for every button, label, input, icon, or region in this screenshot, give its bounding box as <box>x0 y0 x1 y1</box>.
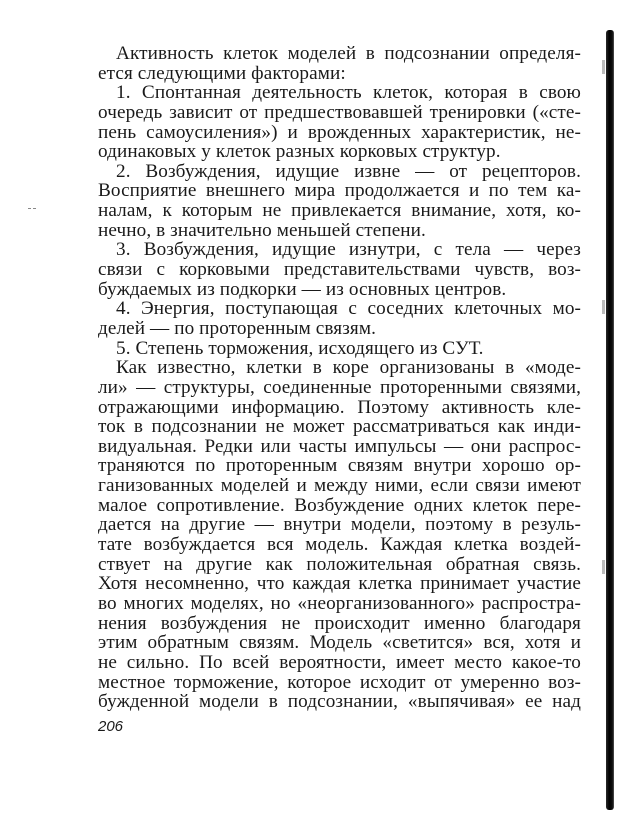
text-line: Восприятие внешнего мира продолжается и по тем ка- <box>98 180 581 202</box>
text-line: отражающими информацию. Поэтому активность кле- <box>98 396 581 418</box>
body-text <box>98 44 581 712</box>
text-line: тате возбуждается вся модель. Каждая клетка воздей- <box>98 534 581 556</box>
scan-speck <box>602 560 605 574</box>
text-line: малое сопротивление. Возбуждение одних клеток пере- <box>98 494 581 516</box>
text-line: нения возбуждения не происходит именно благодаря <box>98 612 581 634</box>
text-line: связи с корковыми представительствами чувств, воз- <box>98 259 581 281</box>
text-line: Хотя несомненно, что каждая клетка принимает участие <box>98 573 581 595</box>
text-line: 2. Возбуждения, идущие извне — от рецепторов. <box>116 160 581 182</box>
text-line: очередь зависит от предшествовавшей тренировки («сте- <box>98 101 581 123</box>
scan-speck <box>602 300 605 314</box>
text-line: 1. Спонтанная деятельность клеток, которая в свою <box>116 82 581 104</box>
text-line: этим обратным связям. Модель «светится» вся, хотя и <box>98 632 581 654</box>
text-line: нечно, в значительно меньшей степени. <box>98 219 426 241</box>
text-line: ствует на другие как положительная обратная связь. <box>98 553 581 575</box>
text-line: Как известно, клетки в коре организованы в «моде- <box>116 357 581 379</box>
text-line: дается на другие — внутри модели, поэтому в резуль- <box>98 514 581 536</box>
text-line: во многих моделях, но «неорганизованного» распростра- <box>98 592 581 614</box>
text-line: 4. Энергия, поступающая с соседних клеточных мо- <box>116 298 581 320</box>
text-line: 3. Возбуждения, идущие изнутри, с тела — через <box>116 239 581 261</box>
text-line: не сильно. По всей вероятности, имеет место какое-то <box>98 651 581 673</box>
text-line: бужденной модели в подсознании, «выпячивая» ее над <box>98 691 581 713</box>
text-line: видуальная. Редки или часты импульсы — они распрос- <box>98 435 581 457</box>
text-line: делей — по проторенным связям. <box>98 317 376 339</box>
text-line: местное торможение, которое исходит от умеренно воз- <box>98 671 581 693</box>
scan-speck <box>602 60 605 74</box>
text-line: ется следующими факторами: <box>98 62 346 84</box>
text-line: пень самоусиления») и врожденных характеристик, не- <box>98 121 581 143</box>
page-number: 206 <box>98 718 124 735</box>
book-binding-edge <box>598 0 620 818</box>
binding-shadow <box>606 30 614 810</box>
text-line: ганизованных моделей и между ними, если связи имеют <box>98 475 581 497</box>
text-line: Активность клеток моделей в подсознании определя- <box>116 43 581 64</box>
text-line: налам, к которым не привлекается внимание, хотя, ко- <box>98 200 581 222</box>
text-line: ток в подсознании не может рассматриваться как инди- <box>98 416 581 438</box>
scan-margin-mark <box>28 208 36 210</box>
text-line: одинаковых у клеток разных корковых структур. <box>98 141 501 163</box>
text-line: 5. Степень торможения, исходящего из СУТ. <box>116 337 484 359</box>
text-line: ли» — структуры, соединенные проторенными связями, <box>98 376 581 398</box>
text-line: буждаемых из подкорки — из основных центров. <box>98 278 507 300</box>
text-line: траняются по проторенным связям внутри хорошо ор- <box>98 455 581 477</box>
